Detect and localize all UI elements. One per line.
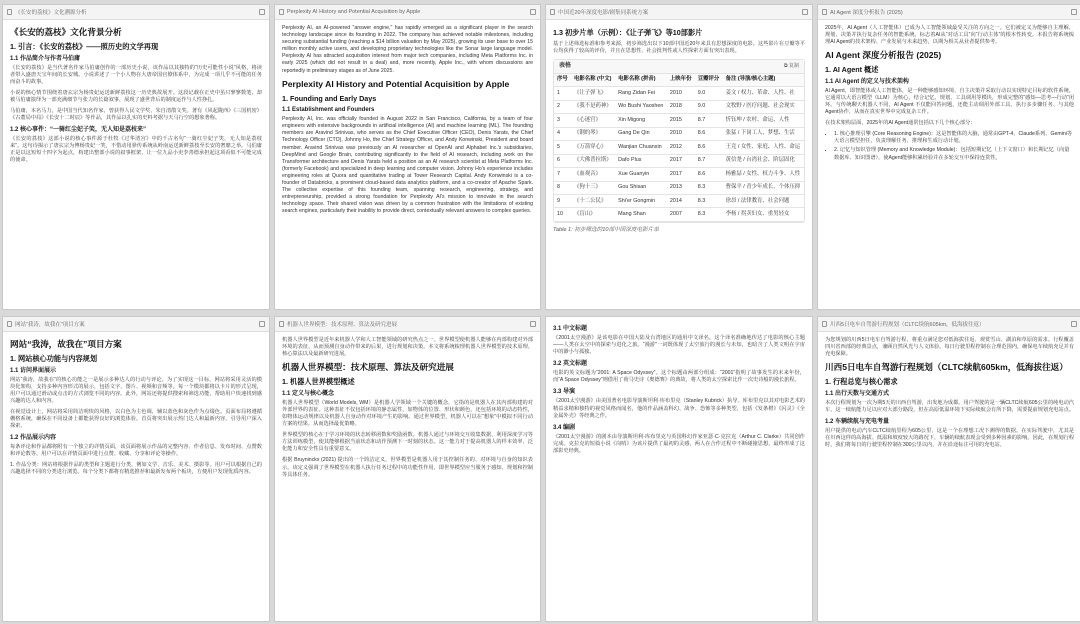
- table-row: [554, 208, 804, 221]
- paragraph: 为您规划的川西5日电车自驾游行程，将重点满足您对低海拔往返、观赏雪山、湖泊和草原的需求。行程覆盖四川省西部的经典景点，兼顾自然风光与人文体验。每日行驶里程控制在合理范围内，确保电车续航充足并有充电保障。: [825, 337, 1075, 358]
- table-cell: 《我不是药神》: [571, 100, 615, 113]
- table-cell: Xin Migong: [615, 114, 667, 127]
- table-cell: 7: [554, 168, 571, 181]
- paragraph: Perplexity AI, Inc. was officially founded in August 2022 in San Francisco, California, by a team of four engineers with extensive backgrounds in artificial intelligence (AI) and machine learning (ML). The founding members are Aravind Srinivas, who serves as the Chief Executive Officer (CEO), Denis Yarats, the Chief Technology Officer (CTO), Johnny Ho, the Chief Strategy Officer, and Andy Konwinski, President and board member. Aravind Srinivas was previously an AI researcher at OpenAI and Alphabet Inc.'s subsidiaries, DeepMind and Google Brain, contributing significantly to the field of AI research, including work on the Transformer architecture and Denis Yarats held a position as an AI research scientist at Meta Platforms Inc. (formerly Facebook) and specialized in deep learning and computer vision. Johnny Ho's experience includes engineering roles at Quora and quantitative trading at Tower Research Capital. Andy Konwinski is a co-founder of Databricks, a prominent cloud-based data analytics platform, and a co-creator of Apache Spark. The collective expertise of this founding team, spanning research, engineering, strategy, and entrepreneurship, provided a strong foundation for Perplexity AI's mission to innovate in the search technology space. Their shared vision was driven by a common frustration with the limitations of existing search engines, particularly their inability to provide direct, contextually relevant answers to complex queries.: [282, 116, 533, 215]
- paragraph: 小说的核心情节围绕着唐玄宗为杨贵妃运送新鲜荔枝这一历史典故展开。这段记载在正史中虽只寥寥数笔，却被马伯庸演绎为一部充满细节与张力的长篇叙事，展现了盛世背后的制度运作与人性挣扎。: [10, 89, 262, 103]
- document-icon: [822, 321, 827, 327]
- paragraph: 世界模型的核心在于学习环境的状态转移函数和奖励函数。机器人通过与环境交互收集数据，利用深度学习等方法训练模型，使其能够根据当前状态和动作预测下一时刻的状态。这一能力对于提高机器人的样本效率、泛化能力和安全性具有重要意义。: [282, 432, 533, 453]
- table-cell: 杨雅喆 / 女性、权力斗争、人性: [723, 168, 804, 181]
- copy-button[interactable]: ⧉ 复制: [784, 62, 799, 69]
- copy-icon[interactable]: [1071, 9, 1077, 15]
- document-panel-world-models[interactable]: [274, 316, 541, 622]
- table-cell: 8.3: [695, 195, 723, 208]
- table-cell: 徐昂 / 法律教育、社会问题: [723, 195, 804, 208]
- panel-tab-bar: [275, 5, 540, 20]
- panel-tab-bar: [818, 317, 1080, 332]
- panel-tab-bar: [3, 317, 269, 332]
- table-row: [554, 127, 804, 140]
- subsection-heading: 1.2 核心事件：“一骑红尘妃子笑，无人知是荔枝来”: [10, 127, 147, 134]
- paragraph: 《长安的荔枝》是当代著名作家马伯庸创作的一部历史小说，该作品以其独特的“历史可能性小说”风格，将读者带入盛唐天宝年间的长安城。小说讲述了一个小人物在大唐帝国官僚体系中，为完成一项几乎不可能的任务而奋斗的故事。: [10, 64, 262, 85]
- table-cell: 2010: [667, 127, 695, 140]
- copy-icon[interactable]: [259, 321, 265, 327]
- table-header-bar: [554, 60, 804, 74]
- table-cell: 9: [554, 195, 571, 208]
- doc-title: 机器人世界模型：技术原理、算法及研究进展: [282, 362, 454, 373]
- paragraph: 《2001太空漫游》由美国著名电影导演斯坦利·库布里克（Stanley Kubrick）执导。库布里克以其对电影艺术的精益求精和独特的视觉风格而闻名，他的作品涵盖科幻、战争、恐怖等多种类型，包括《发条橙》《闪灵》《全金属外壳》等经典之作。: [553, 398, 805, 419]
- copy-icon[interactable]: [802, 9, 808, 15]
- table-cell: 2: [554, 100, 571, 113]
- subsection-heading: 1.2 车辆续航与充电考量: [825, 418, 890, 425]
- paragraph: 用户提供的电动汽车CLTC续航里程为605公里，这是一个在理想工况下测得的数据。在实际驾驶中，尤其是在川西这样的高海拔、低温和坡度较大的路况下，车辆的续航表现会受到多种因素的影响。因此，在规划行程时，我们将每日的行驶里程控制在300公里以内，并在沿途标注可用的充电站。: [825, 427, 1075, 449]
- bullet-list: [825, 131, 1074, 161]
- paragraph: AI Agent，即智能体或人工智能体，是一种能够感知环境、自主决策并采取行动以实现特定目标的软件系统。它通常以大语言模型（LLM）为核心，结合记忆、规划、工具调用等模块，形成完整的“感知—思考—行动”闭环。与传统聊天机器人不同，AI Agent 不仅能回答问题，还能主动调用外部工具、执行多步骤任务、与其他Agent协作，从而在真实世界中完成复杂工作。: [825, 87, 1074, 116]
- table-cell: 5: [554, 141, 571, 154]
- panel-content: [3, 332, 269, 621]
- table-cell: 2007: [667, 208, 695, 221]
- section-heading: 1. Founding and Early Days: [282, 93, 377, 103]
- panel-content: [3, 20, 269, 309]
- document-panel-ai-agent[interactable]: [817, 4, 1080, 310]
- section-heading: 1. 行程总览与核心需求: [825, 377, 898, 387]
- table-cell: 《大佛普拉斯》: [571, 154, 615, 167]
- panel-content: [818, 332, 1080, 621]
- document-panel-films[interactable]: [545, 4, 813, 310]
- paragraph: 机器人世界模型（World Models, WM）是机器人学领域一个关键的概念，它指的是机器人在其内部构建的对外部世界的表征。这种表征不仅包括环境的静态属性，如物体的位置、形状和颜色，还包括环境的动态特性，如物体运动规律以及机器人自身动作对环境产生的影响。通过世界模型，机器人可以在“想象”中模拟不同行动方案的结果，从而选择最优策略。: [282, 399, 533, 428]
- table-cell: 8: [554, 181, 571, 194]
- table-cell: 《钢的琴》: [571, 127, 615, 140]
- table-cell: Mang Shan: [615, 208, 667, 221]
- paragraph: 《2001太空漫游》是该电影在中国大陆及台湾地区的通用中文译名。这个译名准确地传达了电影的核心主题——人类在太空中的探索与进化之旅。“漫游”一词既体现了太空旅行的漫长与未知，也暗含了人类文明在宇宙中的渺小与孤独。: [553, 335, 805, 356]
- panel-tab-bar: [275, 317, 540, 332]
- panel-tab-title[interactable]: 川西5日电车自驾游行程规划（CLTC续航605km，低海拔往返）: [830, 322, 985, 328]
- document-icon: [7, 9, 12, 15]
- column-header: 电影名称 (拼音): [615, 74, 667, 87]
- section-heading: 1. 引言：《长安的荔枝》——照历史的文学再现: [10, 42, 159, 51]
- table-cell: 《狗十三》: [571, 181, 615, 194]
- table-cell: 《十二公民》: [571, 195, 615, 208]
- copy-icon[interactable]: [530, 9, 536, 15]
- table-row: [554, 154, 804, 167]
- table-header-row: [554, 74, 804, 87]
- panel-tab-bar: [818, 5, 1080, 20]
- table-body: [554, 87, 804, 222]
- panel-content: [818, 20, 1080, 309]
- table-cell: 2017: [667, 168, 695, 181]
- copy-icon[interactable]: [1071, 321, 1077, 327]
- subsection-heading: 1.1 作品简介与作者马伯庸: [10, 55, 81, 62]
- document-icon: [279, 321, 284, 327]
- doc-title: AI Agent 深度分析报告 (2025): [825, 50, 942, 61]
- table-cell: 2018: [667, 100, 695, 113]
- subsection-heading: 3.2 英文标题: [553, 361, 588, 368]
- subsection-heading: 3.1 中文标题: [553, 326, 588, 332]
- table-cell: 2017: [667, 154, 695, 167]
- list-item: • 1. 核心推理引擎 (Core Reasoning Engine)：这是智能体的大脑，通常由GPT-4、Claude系列、Gemini等大语言模型担任，负责理解任务、推理和生成行动计划。: [834, 131, 1074, 145]
- table-cell: Wo Bushi Yaoshen: [615, 100, 667, 113]
- copy-icon[interactable]: [259, 9, 265, 15]
- section-heading: 1. AI Agent 概述: [825, 65, 879, 75]
- table-cell: 8.7: [695, 154, 723, 167]
- table-cell: 2012: [667, 141, 695, 154]
- subsection-heading: 3.4 编剧: [553, 424, 576, 431]
- paragraph: 1. 作品分类：网站将根据作品的类型和主题进行分类，例如文学、音乐、美术、摄影等。用户可以根据自己的兴趣选择不同的分类进行浏览。每个分类下都将有精选推荐和最新发布两个板块，方便用户发现优质内容。: [10, 462, 262, 476]
- table-cell: 《血观音》: [571, 168, 615, 181]
- copy-button-label: 复制: [788, 62, 799, 69]
- panel-content: [275, 332, 540, 621]
- table-cell: Rang Zidan Fei: [615, 87, 667, 100]
- paragraph: 每条评论和作品都将附有一个独立的详情页面，该页面将展示作品的完整内容、作者信息、发布时间、点赞数和评论数等。用户可以在详情页面中进行点赞、收藏、分享和评论等操作。: [10, 444, 262, 458]
- table-cell: Dafo Plus: [615, 154, 667, 167]
- document-panel-sichuan-trip[interactable]: [817, 316, 1080, 622]
- document-panel-perplexity[interactable]: [274, 4, 541, 310]
- table-cell: 2010: [667, 87, 695, 100]
- table-cell: 李杨 / 拐卖妇女、重男轻女: [723, 208, 804, 221]
- column-header: 豆瓣评分: [695, 74, 723, 87]
- table-caption: Table 1: 初步筛选的10部中国深度电影片单: [553, 226, 659, 233]
- doc-title: 川西5日电车自驾游行程规划（CLTC续航605km，低海拔往返）: [825, 362, 1068, 373]
- table-cell: 8.6: [695, 168, 723, 181]
- table-cell: 6: [554, 154, 571, 167]
- table-cell: 姜文 / 权力、革命、人性、社: [723, 87, 804, 100]
- table-cell: 《心迷宫》: [571, 114, 615, 127]
- table-cell: 2015: [667, 114, 695, 127]
- paragraph: 网站“我涛，故我在”的核心功能之一是展示多种达人的行动与评论。为了实现这一目标，网站将采用灵活的模块化架构，支持多种内容形式的展示，包括文字、图片、视频和音频等。每一个模块都将以卡片的形式呈现，用户可以通过滑动或点击的方式浏览不同的内容。此外，网站还将提供搜索和筛选功能，帮助用户快速找到感兴趣的达人和内容。: [10, 376, 262, 404]
- copy-icon[interactable]: [530, 321, 536, 327]
- paragraph: 《2001太空漫游》的剧本由导演斯坦利·库布里克与英国科幻作家亚瑟·C·克拉克（Arthur C. Clarke）共同创作完成。克拉克的短篇小说《岗哨》为该片提供了最初的灵感，两人在合作过程中不断碰撞思想，最终形成了这部影史经典。: [553, 433, 805, 454]
- table-row: [554, 114, 804, 127]
- panel-tab-bar: [546, 5, 812, 20]
- table-cell: 8.7: [695, 114, 723, 127]
- subsection-heading: 1.1 AI Agent 的定义与技术架构: [825, 78, 909, 85]
- film-table-card: [553, 59, 805, 223]
- table-cell: 9.0: [695, 100, 723, 113]
- table-title: 表格: [559, 62, 572, 69]
- table-cell: 2013: [667, 181, 695, 194]
- document-icon: [7, 321, 12, 327]
- paragraph: 2025年，AI Agent（人工智能体）已成为人工智能领域最受关注的方向之一。它们被定义为能够自主理解、规划、决策并执行复杂任务的智能系统，标志着AI从“对话工具”向“行动主体”的根本性转变。本报告将系统梳理AI Agent的技术架构、产业发展与未来趋势，以期为相关从业者提供参考。: [825, 25, 1074, 46]
- table-row: [554, 141, 804, 154]
- table-cell: 《万箭穿心》: [571, 141, 615, 154]
- paragraph: 马伯庸，本名马力，是中国当代知名作家，曾获得人民文学奖、朱自清散文奖。著有《风起陇西》《三国机密》《古董局中局》《长安十二时辰》等作品，其作品以扎实的史料考据与天马行空的想象著称。: [10, 107, 262, 122]
- document-icon: [279, 9, 284, 15]
- table-cell: Wanjian Chuanxin: [615, 141, 667, 154]
- panel-tab-title[interactable]: 机器人世界模型：技术原理、算法及研究进展: [287, 322, 398, 328]
- section-heading: 1.3 初步片单（示例）：《让子弹飞》等10部影片: [553, 28, 703, 37]
- doc-title: 《长安的荔枝》文化背景分析: [10, 27, 122, 37]
- table-cell: 8.3: [695, 208, 723, 221]
- table-cell: Shi'er Gongmin: [615, 195, 667, 208]
- paragraph: 基于上述筛选标准和参考来源，初步筛选出以下10部中国近20年来具有思想深度的电影。这些影片在豆瓣等平台均获得了较高的评价，并且在思想性、社会批判性或人性探索方面有突出表现。: [553, 40, 805, 54]
- table-cell: 3: [554, 114, 571, 127]
- table-row: [554, 100, 804, 113]
- list-item: • 2. 记忆与知识管理 (Memory and Knowledge Module)：包括短期记忆（上下文窗口）和长期记忆（向量数据库、知识图谱），使Agent能够积累经验并在多轮交互中保持连贯性。: [834, 147, 1074, 161]
- table-row: [554, 168, 804, 181]
- section-heading: 1. 机器人世界模型概述: [282, 377, 355, 387]
- table-cell: 曹保平 / 青少年成长、个体压抑: [723, 181, 804, 194]
- table-cell: 8.6: [695, 141, 723, 154]
- doc-title: 网站“我涛，故我在”项目方案: [10, 339, 122, 349]
- table-cell: 文牧野 / 医疗问题、社会现实: [723, 100, 804, 113]
- table-cell: 8.3: [695, 181, 723, 194]
- subsection-heading: 1.1 Establishment and Founders: [282, 107, 375, 114]
- film-table: [554, 74, 804, 222]
- table-cell: 9.0: [695, 87, 723, 100]
- panel-tab-title[interactable]: Perplexity AI History and Potential Acquisition by Apple: [287, 9, 421, 15]
- panel-tab-title[interactable]: 中国近20年深度电影/剧集同系统方案: [558, 10, 649, 16]
- panel-tab-title[interactable]: 网站“我涛，故我在”项目方案: [15, 322, 85, 328]
- table-cell: 《盲山》: [571, 208, 615, 221]
- document-panel-website-plan[interactable]: [2, 316, 270, 622]
- document-panel-space-odyssey[interactable]: [545, 316, 813, 622]
- paragraph: 机器人世界模型是近年来机器人学和人工智能领域的研究热点之一。世界模型使机器人能够在内部构建对外部环境的表征，从而预测自身动作带来的后果，进行规划和决策。本文将系统梳理机器人世界模型的技术原理、核心算法以及最新研究进展。: [282, 337, 533, 358]
- table-cell: 《让子弹飞》: [571, 87, 615, 100]
- panel-tab-bar: [3, 5, 269, 20]
- paragraph: 在技术架构层面，2025年的AI Agent通常包括以下几个核心部分：: [825, 120, 976, 127]
- table-cell: 黄信尧 / 台湾社会、阶层固化: [723, 154, 804, 167]
- column-header: 上映年份: [667, 74, 695, 87]
- paragraph: 《长安的荔枝》这部小说的核心事件源于杜牧《过华清宫》中的千古名句“一骑红尘妃子笑，无人知是荔枝来”。这句诗揭示了唐玄宗为博杨贵妃一笑，不惜动用驿传系统从岭南运送新鲜荔枝至长安的奢靡之举。马伯庸正是以这短短十四字为起点，构建出整部小说的叙事框架，让一位九品小吏李善德承担起这项看似不可能完成的使命。: [10, 136, 262, 164]
- panel-tab-title[interactable]: 《长安的荔枝》文化溯源分析: [15, 10, 87, 16]
- paragraph: 电影的英文标题为“2001: A Space Odyssey”。这个标题由两部分组成：“2001”指明了故事发生的未来年份，而“A Space Odyssey”则借用了荷马史诗《奥德赛》的典故，将人类的太空探索比作一次史诗般的漫长旅程。: [553, 370, 805, 384]
- panel-content: [546, 317, 812, 621]
- table-cell: 4: [554, 127, 571, 140]
- table-cell: Gou Shisan: [615, 181, 667, 194]
- table-row: [554, 87, 804, 100]
- document-panel-lychee[interactable]: [2, 4, 270, 310]
- panel-content: [546, 20, 812, 309]
- table-cell: 2014: [667, 195, 695, 208]
- table-cell: 8.6: [695, 127, 723, 140]
- paragraph: 在视觉设计上，网站将采用简洁明快的风格，以白色为主色调，辅以蓝色和灰色作为点缀色。页面布局将遵循栅格系统，确保在不同设备上都能获得良好的浏览体验。首页将突出展示热门达人和最新内容，引导用户深入探索。: [10, 408, 262, 430]
- subsection-heading: 3.3 导演: [553, 389, 576, 396]
- panel-content: [275, 20, 540, 309]
- document-icon: [822, 9, 827, 15]
- table-cell: Xue Guanyin: [615, 168, 667, 181]
- document-icon: [550, 9, 555, 15]
- subsection-heading: 1.1 定义与核心概念: [282, 390, 335, 397]
- table-cell: 张猛 / 下岗工人、梦想、生活: [723, 127, 804, 140]
- paragraph: 根据 Bruyninckx (2021) 提出的一个简洁定义，世界模型是机器人用于其控制任务的、对环境与自身的知识表示。该定义强调了世界模型在机器人执行任务过程中的功能性作用，即世界模型应当服务于感知、规划和控制等具体任务。: [282, 457, 533, 478]
- panel-tab-title[interactable]: AI Agent 深度分析报告 (2025): [830, 10, 903, 16]
- subsection-heading: 1.1 访问界面展示: [10, 367, 57, 374]
- subsection-heading: 1.1 出行天数与交通方式: [825, 390, 890, 397]
- table-row: [554, 195, 804, 208]
- table-cell: 10: [554, 208, 571, 221]
- table-cell: 忻钰坤 / 农村、命运、人性: [723, 114, 804, 127]
- column-header: 序号: [554, 74, 571, 87]
- paragraph: 本次行程规划为一次为期5天的川西自驾游，出发地为成都。用户驾驶的是一辆CLTC续航605公里的纯电动汽车，这一续航能力足以应对大部分路段，但在高原低温环境下实际续航会有所下降，需要提前规划充电站点。: [825, 399, 1075, 413]
- table-cell: Gang De Qin: [615, 127, 667, 140]
- paragraph: Perplexity AI, an AI-powered "answer engine," has rapidly emerged as a significant player in the search technology landscape since its founding in 2022. The company has achieved notable milestones, including securing substantial funding (reaching a $14 billion valuation by May 2025), growing its user base to over 15 million monthly active users, and developing proprietary technologies like the Sonar large language model. Perplexity AI has attracted acquisition interest from major tech companies, including Meta Platforms Inc. in early 2025 (which did not result in a deal) and, more recently, Apple Inc., with whom discussions are reportedly in preliminary stages as of June 2025.: [282, 25, 533, 74]
- table-cell: 王竞 / 女性、家庭、人性、命运: [723, 141, 804, 154]
- subsection-heading: 1.2 作品展示内容: [10, 435, 57, 442]
- table-cell: 1: [554, 87, 571, 100]
- section-heading: 1. 网站核心功能与内容规划: [10, 354, 98, 363]
- doc-title: Perplexity AI History and Potential Acquisition by Apple: [282, 78, 510, 89]
- column-header: 电影名称 (中文): [571, 74, 615, 87]
- table-row: [554, 181, 804, 194]
- column-header: 备注 (导演/核心主题): [723, 74, 804, 87]
